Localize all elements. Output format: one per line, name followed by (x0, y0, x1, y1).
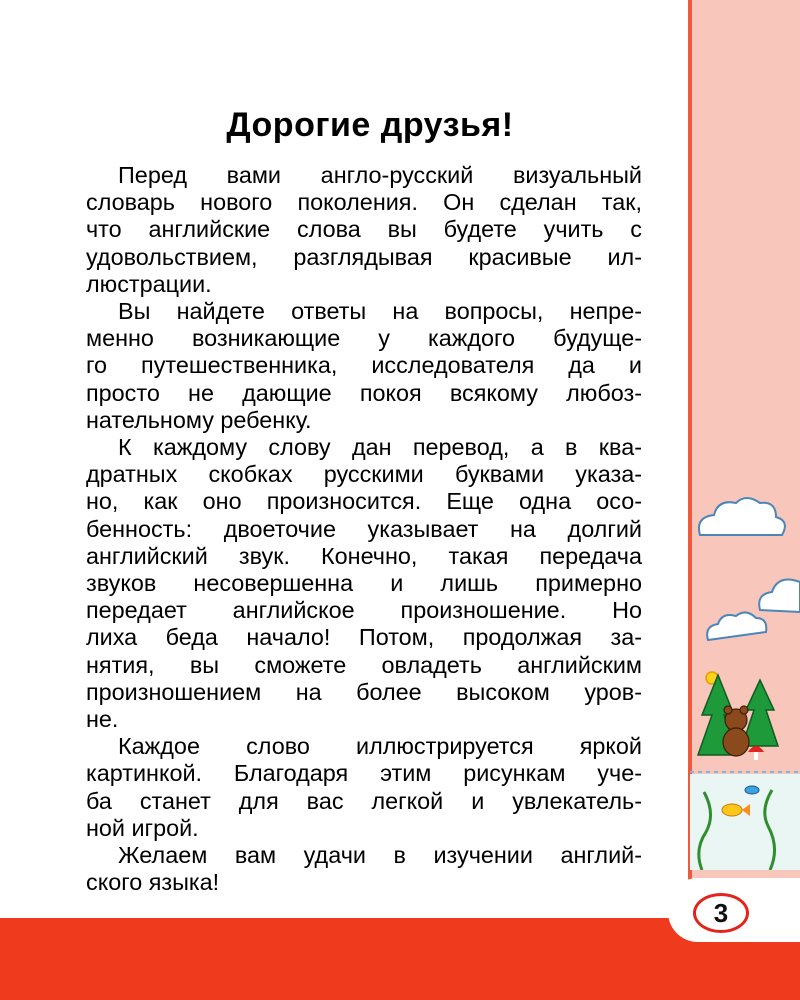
text-line: нятия, вы сможете овладеть английским (86, 651, 642, 678)
text-line: словарь нового поколения. Он сделан так, (86, 189, 642, 216)
text-line: не. (86, 706, 119, 733)
text-line: картинкой. Благодаря этим рисункам уче- (86, 760, 642, 787)
text-line: Каждое слово иллюстрируется яркой (118, 733, 642, 760)
text-line: лиха беда начало! Потом, продолжая за- (86, 624, 642, 651)
text-line: ба станет для вас легкой и увлекатель- (86, 787, 642, 814)
text-line: нательному ребенку. (86, 406, 312, 433)
text-line: К каждому слову дан перевод, а в ква- (118, 434, 642, 461)
text-line: менно возникающие у каждого будуще- (86, 325, 642, 352)
body-text (86, 162, 642, 896)
page-number: 3 (693, 893, 749, 933)
mushroom-icon (748, 746, 764, 760)
side-illustration (690, 490, 800, 870)
paragraph (86, 434, 642, 733)
text-line: передает английское произношение. Но (86, 597, 642, 624)
text-line: удовольствием, разглядывая красивые ил- (86, 243, 642, 270)
text-line: го путешественника, исследователя да и (86, 352, 642, 379)
cloud-icon (699, 498, 785, 535)
text-line: произношением на более высоком уров- (86, 678, 642, 705)
text-line: бенность: двоеточие указывает на долгий (86, 515, 642, 542)
text-line: люстрации. (86, 270, 212, 297)
paragraph (86, 733, 642, 842)
text-line: Желаем вам удачи в изучении англий- (118, 842, 642, 869)
text-line: что английские слова вы будете учить с (86, 216, 642, 243)
paragraph (86, 162, 642, 298)
text-line: ского языка! (86, 869, 220, 896)
text-line: просто не дающие покоя всякому любоз- (86, 379, 642, 406)
text-line: звуков несовершенна и лишь примерно (86, 570, 642, 597)
cloud-icon (759, 580, 800, 612)
page-title: Дорогие друзья! (226, 106, 514, 144)
text-line: дратных скобках русскими буквами указа- (86, 461, 642, 488)
paragraph (86, 298, 642, 434)
text-line: но, как оно произносится. Еще одна осо- (86, 488, 642, 515)
text-line: ной игрой. (86, 814, 199, 841)
text-line: Перед вами англо-русский визуальный (118, 162, 642, 188)
text-line: Вы найдете ответы на вопросы, непре- (118, 298, 642, 325)
cloud-icon (707, 612, 766, 640)
paragraph (86, 842, 642, 896)
text-line: английский звук. Конечно, такая передача (86, 542, 642, 569)
